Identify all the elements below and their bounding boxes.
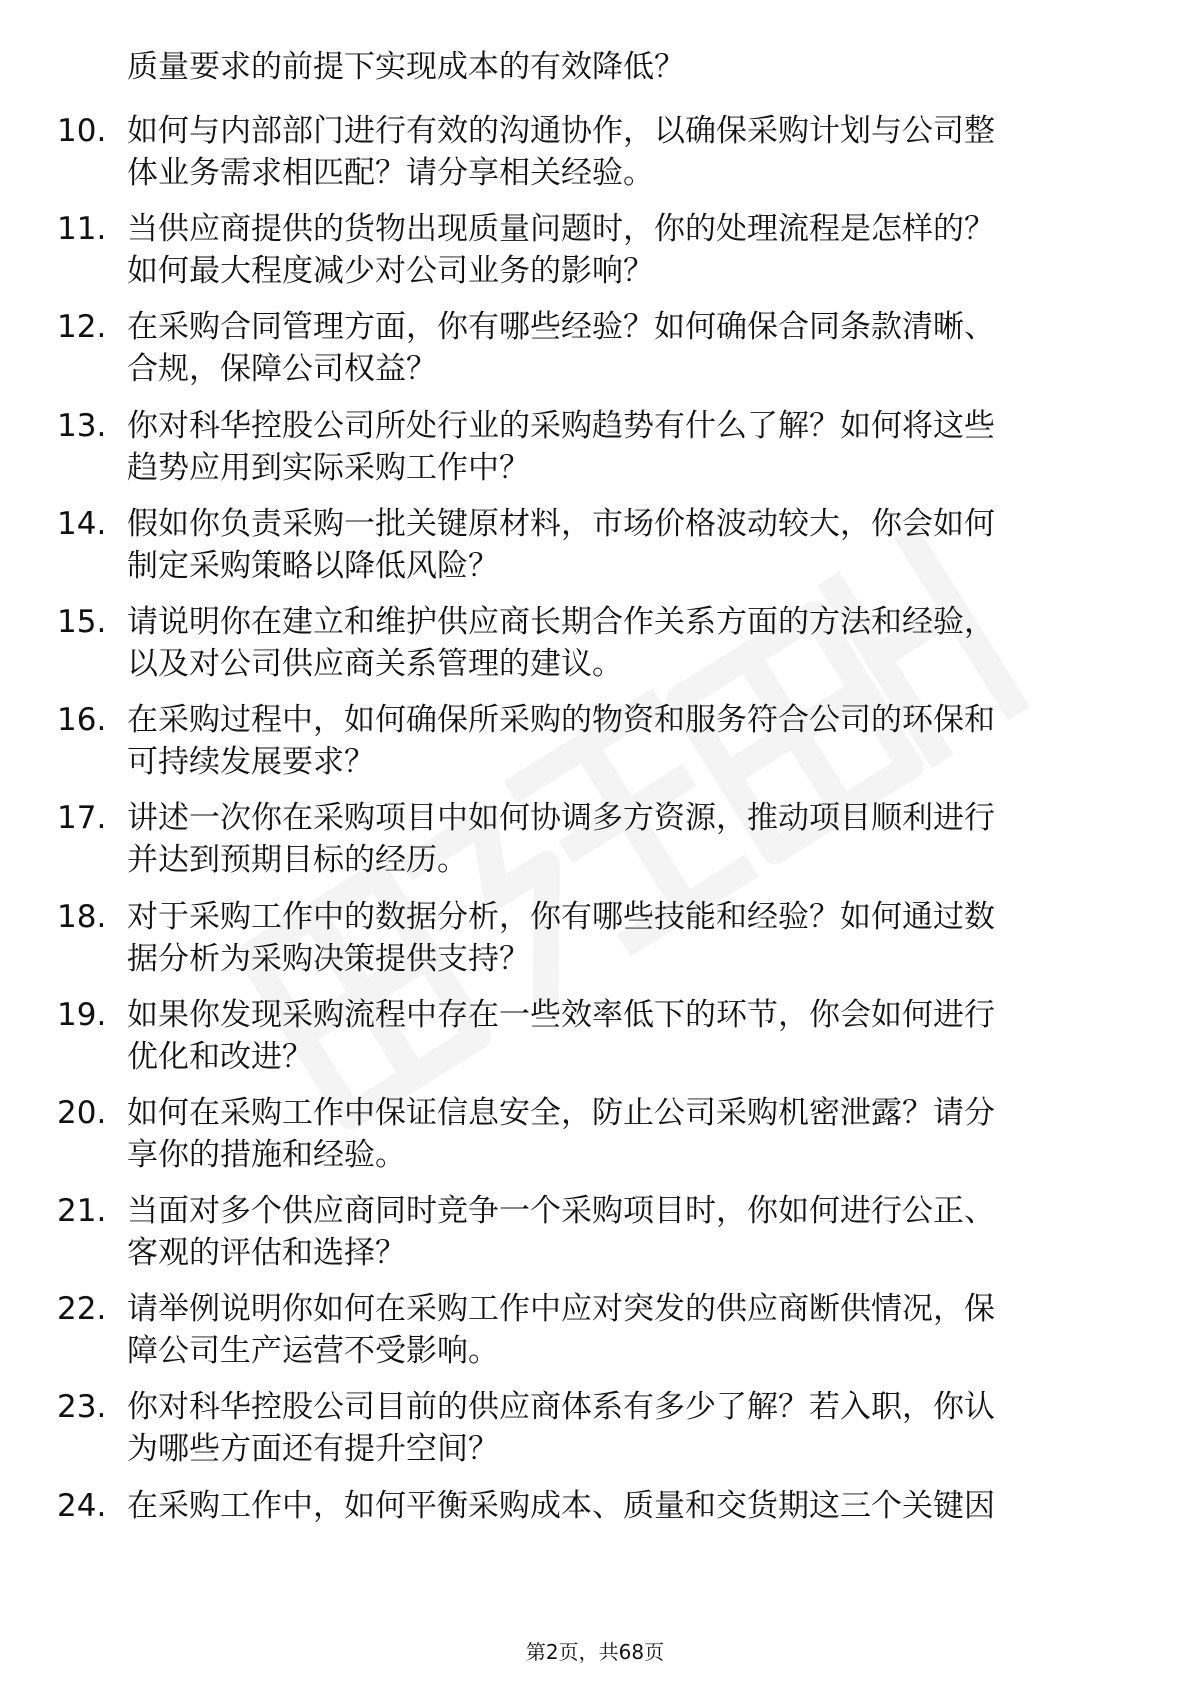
question-number: 17.	[57, 800, 107, 837]
question-text-line: 据分析为采购决策提供支持？	[127, 940, 530, 977]
question-item	[57, 110, 1137, 194]
question-item	[57, 1092, 1137, 1176]
question-text-line: 优化和改进？	[127, 1038, 313, 1075]
question-item	[57, 797, 1137, 881]
question-text-line: 在采购工作中，如何平衡采购成本、质量和交货期这三个关键因	[127, 1487, 995, 1524]
question-item	[57, 1288, 1137, 1372]
question-item	[57, 1386, 1137, 1470]
question-number: 19.	[57, 996, 107, 1033]
question-text-line: 请说明你在建立和维护供应商长期合作关系方面的方法和经验，	[127, 603, 995, 640]
question-text-line: 为哪些方面还有提升空间？	[127, 1431, 499, 1468]
question-text-line: 在采购合同管理方面，你有哪些经验？如何确保合同条款清晰、	[127, 309, 995, 346]
question-text-line: 以及对公司供应商关系管理的建议。	[127, 645, 623, 682]
question-text-line: 请举例说明你如何在采购工作中应对突发的供应商断供情况，保	[127, 1291, 995, 1328]
question-text-line: 可持续发展要求？	[127, 744, 375, 781]
question-text-line: 障公司生产运营不受影响。	[127, 1333, 499, 1370]
question-text	[127, 896, 1137, 980]
question-text-line: 体业务需求相匹配？请分享相关经验。	[127, 155, 654, 191]
question-text	[127, 110, 1137, 194]
page-footer: 第2页，共68页	[525, 1640, 665, 1664]
question-number: 13.	[57, 407, 107, 444]
question-item	[57, 405, 1137, 489]
question-number: 22.	[57, 1291, 107, 1328]
question-text	[127, 1288, 1137, 1372]
question-text-line: 趋势应用到实际采购工作中？	[127, 449, 530, 486]
question-number: 15.	[57, 603, 107, 640]
question-text-line: 享你的措施和经验。	[127, 1136, 406, 1173]
continuation-line: 质量要求的前提下实现成本的有效降低？	[127, 49, 685, 85]
question-number: 11.	[57, 211, 107, 248]
question-text-line: 客观的评估和选择？	[127, 1235, 406, 1272]
question-text-line: 讲述一次你在采购项目中如何协调多方资源，推动项目顺利进行	[127, 800, 995, 837]
question-list	[57, 110, 1137, 1541]
question-text-line: 如何在采购工作中保证信息安全，防止公司采购机密泄露？请分	[127, 1094, 995, 1131]
question-item	[57, 208, 1137, 292]
question-text	[127, 503, 1137, 587]
question-number: 20.	[57, 1094, 107, 1131]
question-text	[127, 1092, 1137, 1176]
question-text-line: 在采购过程中，如何确保所采购的物资和服务符合公司的环保和	[127, 702, 995, 739]
question-text	[127, 306, 1137, 390]
question-text	[127, 1485, 1137, 1527]
question-number: 10.	[57, 113, 107, 149]
question-text-line: 如何最大程度减少对公司业务的影响？	[127, 253, 654, 290]
question-text-line: 当面对多个供应商同时竞争一个采购项目时，你如何进行公正、	[127, 1193, 995, 1230]
question-text-line: 制定采购策略以降低风险？	[127, 547, 499, 584]
question-item	[57, 994, 1137, 1078]
question-text-line: 合规，保障公司权益？	[127, 351, 437, 388]
question-item	[57, 306, 1137, 390]
question-text	[127, 1386, 1137, 1470]
question-text	[127, 994, 1137, 1078]
question-text	[127, 601, 1137, 685]
question-text-line: 并达到预期目标的经历。	[127, 842, 468, 879]
question-text-line: 对于采购工作中的数据分析，你有哪些技能和经验？如何通过数	[127, 898, 995, 935]
question-number: 18.	[57, 898, 107, 935]
question-item	[57, 896, 1137, 980]
question-text	[127, 1190, 1137, 1274]
question-number: 23.	[57, 1389, 107, 1426]
question-text	[127, 405, 1137, 489]
question-item	[57, 601, 1137, 685]
question-item	[57, 1485, 1137, 1527]
question-number: 14.	[57, 505, 107, 542]
question-number: 12.	[57, 309, 107, 346]
question-number: 24.	[57, 1487, 107, 1524]
question-text-line: 你对科华控股公司所处行业的采购趋势有什么了解？如何将这些	[127, 407, 995, 444]
question-item	[57, 699, 1137, 783]
question-text-line: 假如你负责采购一批关键原材料，市场价格波动较大，你会如何	[127, 505, 995, 542]
question-text	[127, 699, 1137, 783]
question-number: 16.	[57, 702, 107, 739]
question-text-line: 如果你发现采购流程中存在一些效率低下的环节，你会如何进行	[127, 996, 995, 1033]
question-number: 21.	[57, 1193, 107, 1230]
question-text-line: 当供应商提供的货物出现质量问题时，你的处理流程是怎样的？	[127, 211, 995, 248]
question-text	[127, 208, 1137, 292]
question-text-line: 你对科华控股公司目前的供应商体系有多少了解？若入职，你认	[127, 1389, 995, 1426]
question-text	[127, 797, 1137, 881]
question-text-line: 如何与内部部门进行有效的沟通协作，以确保采购计划与公司整	[127, 113, 995, 149]
question-item	[57, 503, 1137, 587]
question-item	[57, 1190, 1137, 1274]
